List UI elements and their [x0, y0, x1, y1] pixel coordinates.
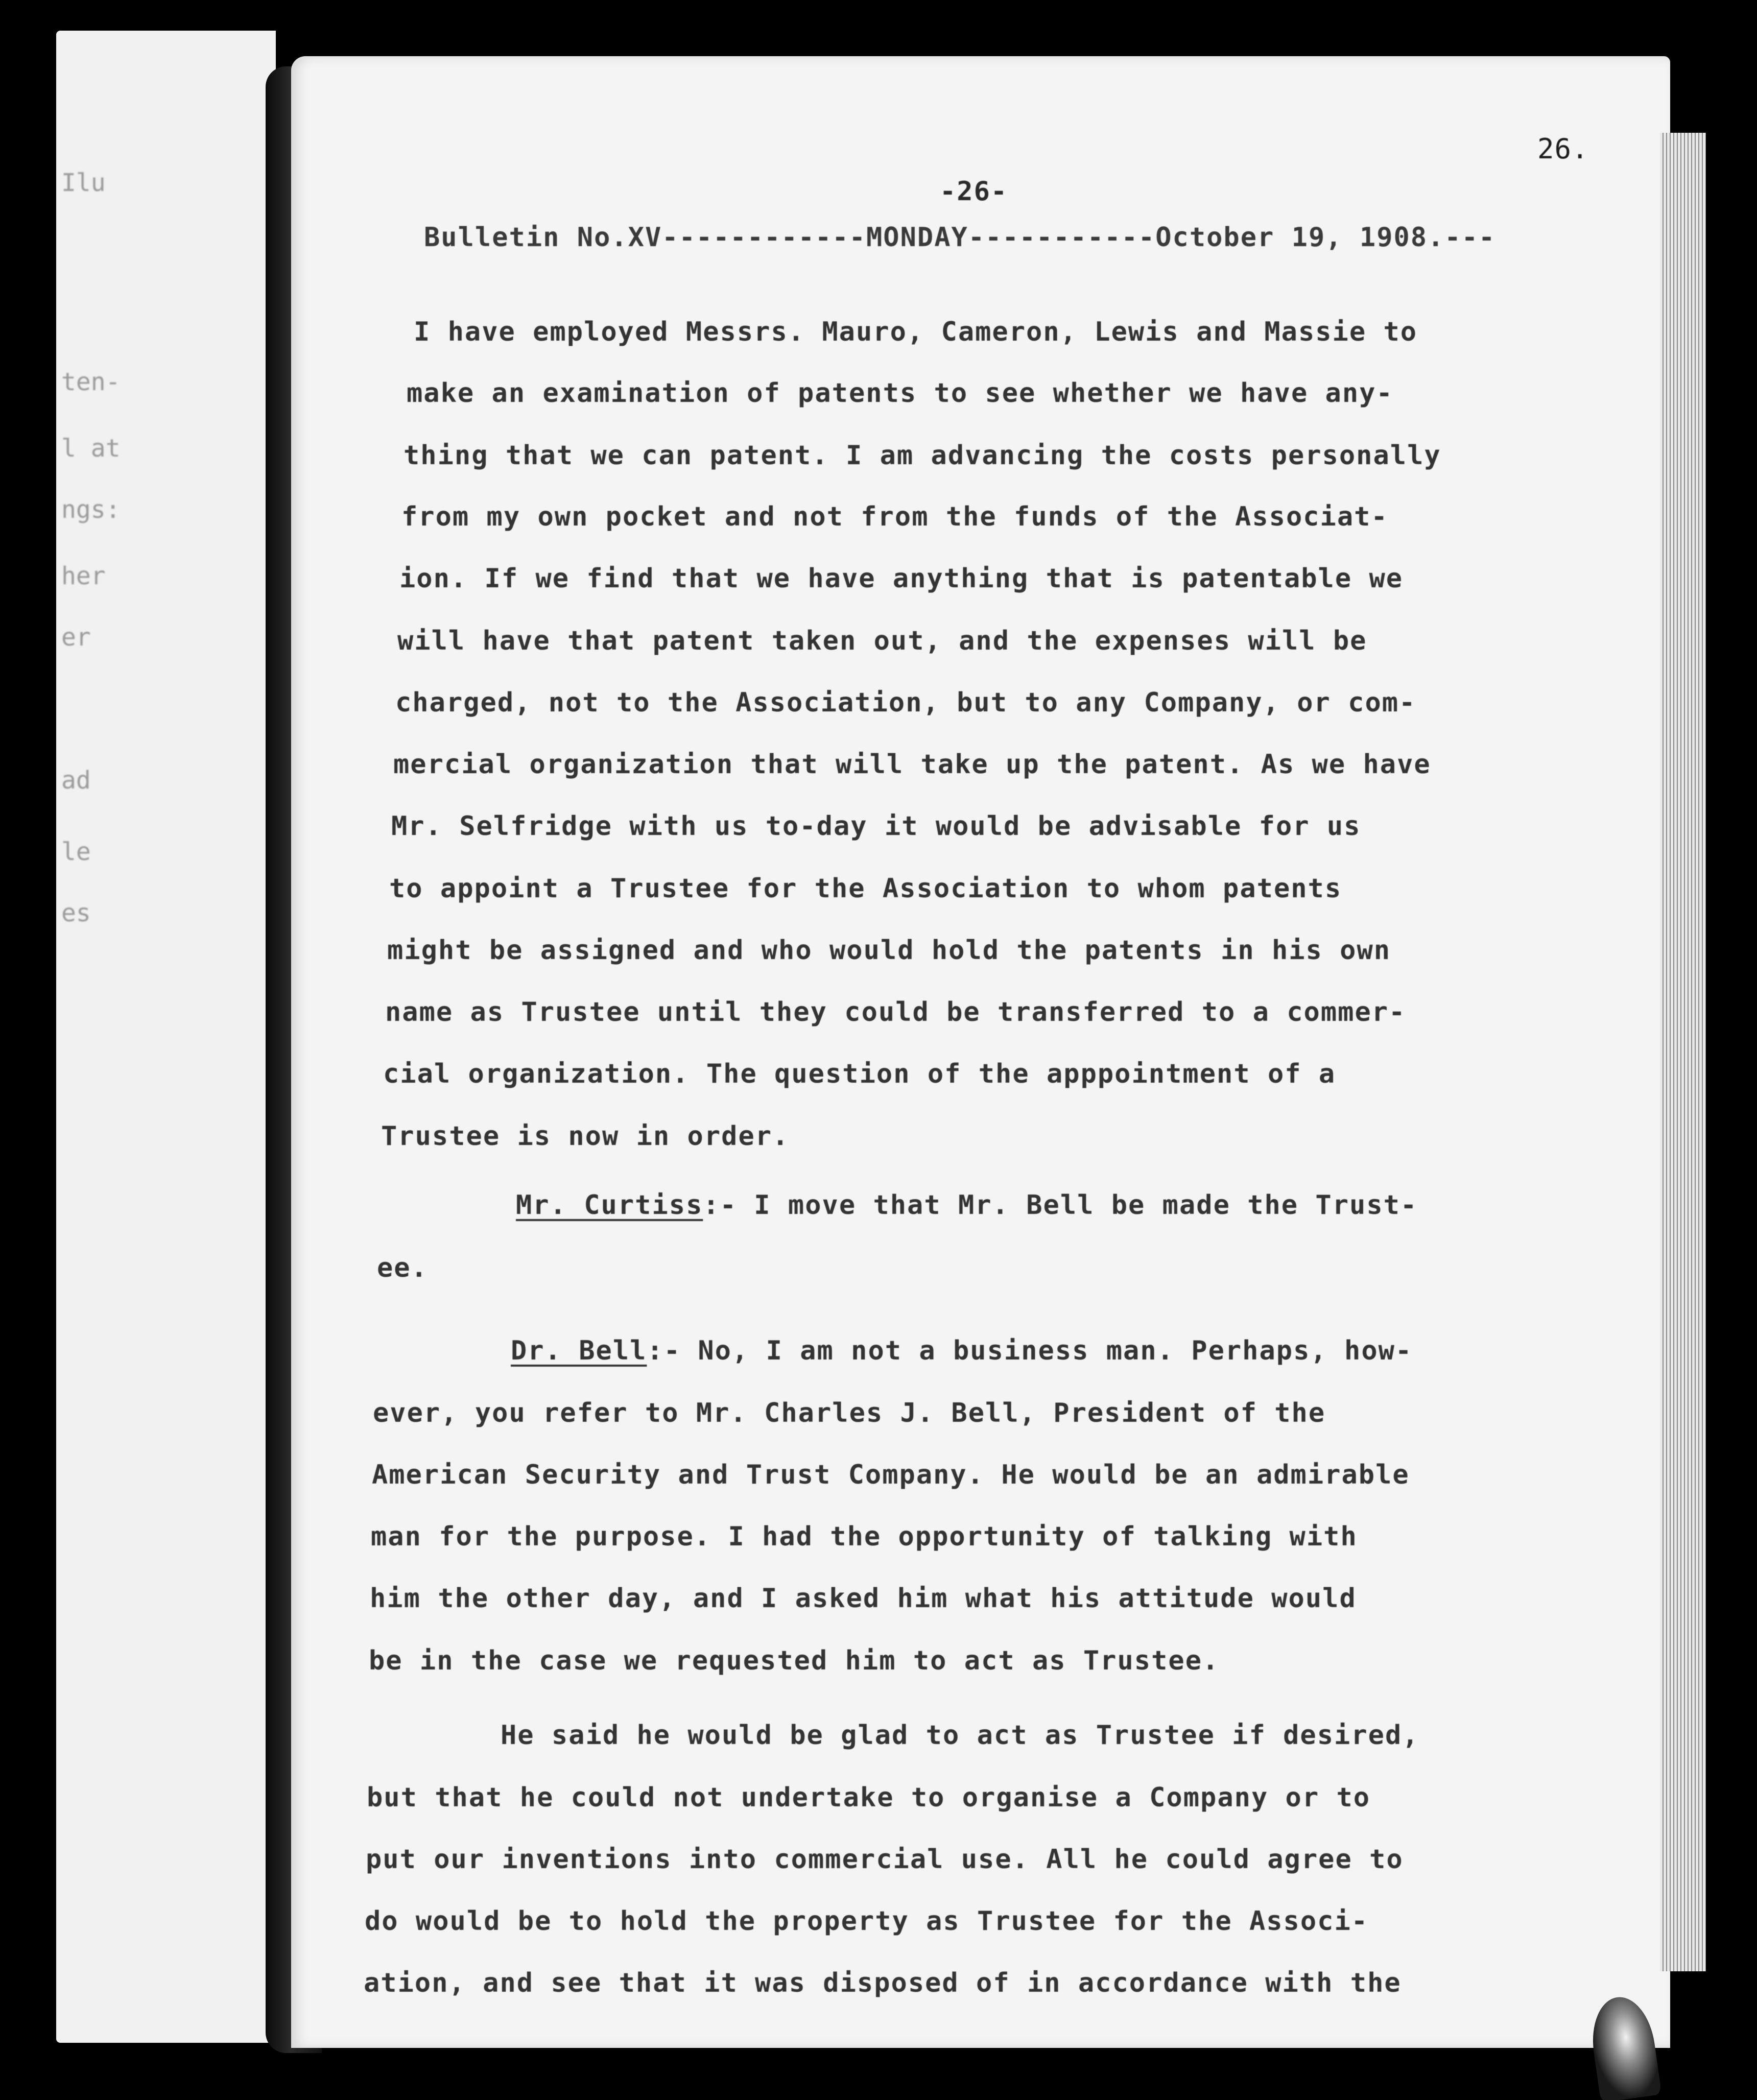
body-line: ee. — [377, 1253, 428, 1283]
body-line: be in the case we requested him to act as Trustee. — [369, 1645, 1220, 1676]
body-line: make an examination of patents to see whether we have any- — [407, 378, 1393, 409]
body-line: ion. If we find that we have anything that is patentable we — [399, 563, 1404, 594]
body-line: He said he would be glad to act as Trustee if desired, — [501, 1720, 1419, 1751]
speaker-name: Mr. Curtiss — [516, 1190, 703, 1221]
left-page-fragment: her — [61, 562, 106, 590]
bulletin-day: MONDAY — [866, 222, 968, 253]
remark-text: :- No, I am not a business man. Perhaps, how- — [647, 1335, 1413, 1366]
body-line: Mr. Selfridge with us to-day it would be advisable for us — [391, 811, 1361, 842]
bulletin-number: Bulletin No.XV — [424, 222, 662, 253]
left-page-fragment: le — [61, 838, 91, 866]
body-line: cial organization. The question of the apppointment of a — [383, 1059, 1336, 1089]
body-line: name as Trustee until they could be transferred to a commer- — [385, 997, 1406, 1028]
body-line: Trustee is now in order. — [381, 1121, 790, 1152]
body-line: do would be to hold the property as Trustee for the Associ- — [365, 1906, 1369, 1937]
body-line: might be assigned and who would hold the patents in his own — [387, 935, 1391, 966]
body-line: thing that we can patent. I am advancing the costs personally — [403, 440, 1441, 471]
header-dashes: ----------- — [968, 222, 1156, 253]
left-page-fragment: ten- — [61, 368, 121, 396]
speaker-name: Dr. Bell — [511, 1335, 647, 1366]
body-line: him the other day, and I asked him what his attitude would — [370, 1583, 1357, 1614]
left-page-fragment: Ilu — [61, 169, 106, 197]
page-stack-edges — [1660, 133, 1706, 1971]
curtiss-remark — [516, 1190, 1417, 1221]
left-page-fragment: es — [61, 899, 91, 927]
corner-page-number: 26. — [1537, 133, 1589, 165]
bulletin-date: October 19, 1908.--- — [1155, 222, 1496, 253]
body-line: ation, and see that it was disposed of in accordance with the — [364, 1968, 1402, 1998]
body-line: man for the purpose. I had the opportunity of talking with — [371, 1521, 1358, 1552]
left-page-fragment: er — [61, 623, 91, 652]
left-page-fragment: ad — [61, 766, 91, 795]
body-line: charged, not to the Association, but to any Company, or com- — [395, 687, 1416, 718]
typed-page-number: -26- — [940, 176, 1008, 207]
body-line: to appoint a Trustee for the Association to whom patents — [389, 873, 1342, 904]
body-line: put our inventions into commercial use. All he could agree to — [366, 1844, 1404, 1875]
bell-remark — [511, 1335, 1412, 1366]
body-line: but that he could not undertake to organise a Company or to — [367, 1782, 1371, 1813]
remark-text: :- I move that Mr. Bell be made the Trust- — [703, 1190, 1418, 1221]
left-page-fragment: ngs: — [61, 495, 121, 524]
left-page-fragment: l at — [61, 434, 121, 463]
body-line: mercial organization that will take up the patent. As we have — [393, 749, 1431, 780]
body-line: will have that patent taken out, and the expenses will be — [397, 626, 1367, 656]
body-line: ever, you refer to Mr. Charles J. Bell, President of the — [373, 1398, 1326, 1428]
body-line: American Security and Trust Company. He would be an admirable — [372, 1460, 1410, 1490]
document-page — [291, 56, 1670, 2048]
bulletin-header — [424, 222, 1495, 253]
body-line: from my own pocket and not from the funds of the Associat- — [401, 502, 1388, 532]
body-line: I have employed Messrs. Mauro, Cameron, Lewis and Massie to — [414, 317, 1418, 347]
left-facing-page — [56, 31, 276, 2043]
header-dashes: ------------ — [662, 222, 866, 253]
